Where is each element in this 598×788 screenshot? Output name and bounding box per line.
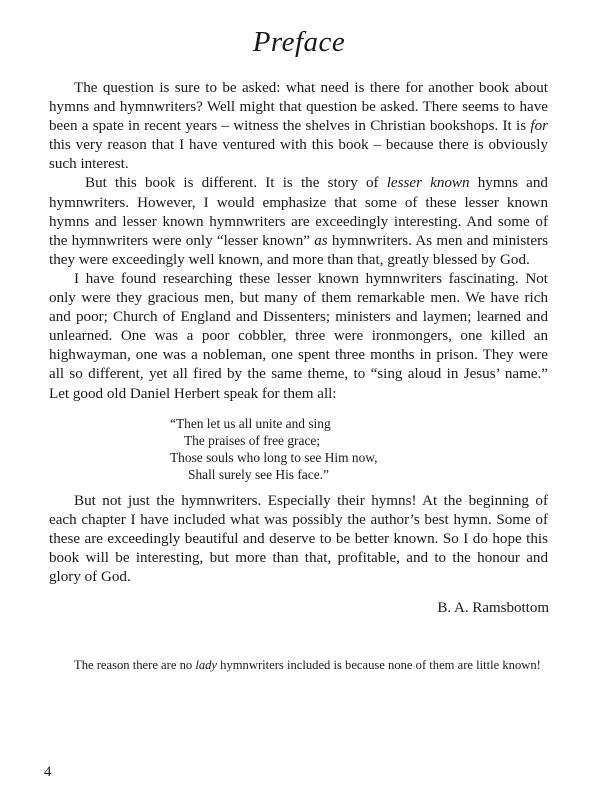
- paragraph-2-text-a: But this book is different. It is the story of: [85, 175, 387, 192]
- preface-body: [49, 79, 548, 587]
- paragraph-1-text-a: The question is sure to be asked: what need is there for another book about hymns and hymnwriters? Well might that question be asked. There seems to have been a spate in recent years – witness the shelves in Christian bookshops. It is: [49, 80, 548, 135]
- footnote-text-c: hymnwriters included is because none of them are little known!: [217, 658, 541, 672]
- footnote: [49, 657, 548, 673]
- footnote-text: [49, 657, 548, 673]
- poem-line-3: Those souls who long to see Him now,: [170, 449, 378, 465]
- footnote-emphasis: lady: [195, 658, 218, 672]
- paragraph-4: But not just the hymnwriters. Especially their hymns! At the beginning of each chapter I have included what was possibly the author’s best hymn. Some of these are exceedingly beautiful and deserve to be better known. So I do hope this book will be interesting, but more than that, profitable, and to the honour and glory of God.: [49, 492, 548, 585]
- paragraph-2-emphasis-1: lesser known: [386, 175, 470, 192]
- paragraph-1: [49, 79, 548, 174]
- page-number: 4: [44, 764, 52, 780]
- author-signature: B. A. Ramsbottom: [437, 600, 549, 616]
- poem-line-1: “Then let us all unite and sing: [170, 415, 331, 431]
- poem-line-4: Shall surely see His face.”: [188, 466, 329, 482]
- paragraph-2-text-c: hymns and hymnwriters. However, I would emphasize that some of these lesser known hymns and lesser known hymnwriters are exceedingly interesting. And some of the hymnwriters were only “lesser known”: [49, 175, 548, 249]
- poem-line-2: The praises of free grace;: [184, 432, 321, 448]
- paragraph-1-text-c: this very reason that I have ventured with this book – because there is obviously such interest.: [49, 137, 548, 173]
- paragraph-2: [49, 174, 548, 269]
- paragraph-1-emphasis: for: [530, 118, 548, 135]
- paragraph-3: I have found researching these lesser known hymnwriters fascinating. Not only were they gracious men, but many of them remarkable men. We have rich and poor; Church of England and Dissenters; ministers and laymen; learned and unlearned. One was a poor cobbler, three were ironmongers, one killed an highwayman, one was a nobleman, one spent three months in prison. They were all so different, yet all fired by the same theme, to “sing aloud in Jesus’ name.” Let good old Daniel Herbert speak for them all:: [49, 270, 548, 402]
- hymn-quotation: [49, 415, 548, 483]
- paragraph-2-text-e: hymnwriters. As men and ministers they were exceedingly well known, and more than that, greatly blessed by God.: [49, 232, 548, 268]
- page-title: Preface: [252, 26, 346, 58]
- footnote-text-a: The reason there are no: [74, 658, 196, 672]
- paragraph-2-emphasis-2: as: [314, 232, 328, 249]
